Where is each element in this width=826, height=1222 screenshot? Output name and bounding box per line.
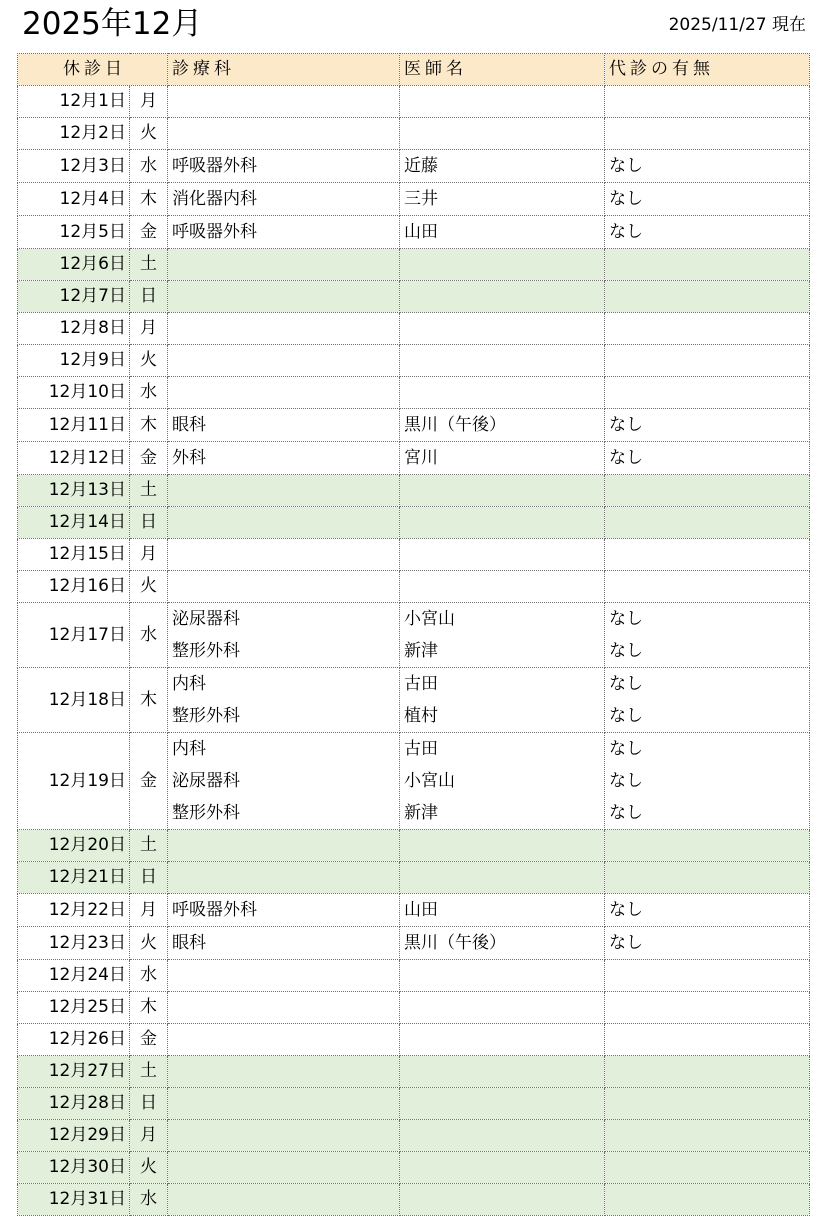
weekday-cell: 金 xyxy=(130,733,168,830)
substitute-cell xyxy=(605,1056,810,1088)
weekday-cell: 月 xyxy=(130,539,168,571)
substitute-line: なし xyxy=(609,771,643,791)
date-cell: 12月21日 xyxy=(18,862,130,894)
date-cell: 12月30日 xyxy=(18,1152,130,1184)
department-line: 整形外科 xyxy=(172,641,240,661)
weekday-cell: 土 xyxy=(130,249,168,281)
weekday-cell: 水 xyxy=(130,377,168,409)
date-cell: 12月15日 xyxy=(18,539,130,571)
table-row xyxy=(18,409,810,442)
doctor-line: 黒川（午後） xyxy=(404,933,506,953)
date-cell: 12月22日 xyxy=(18,894,130,927)
date-cell: 12月11日 xyxy=(18,409,130,442)
date-cell: 12月4日 xyxy=(18,183,130,216)
department-cell xyxy=(168,1088,400,1120)
doctor-cell xyxy=(400,475,605,507)
header-substitute: 代診の有無 xyxy=(605,54,810,86)
substitute-cell xyxy=(605,894,810,927)
weekday-cell: 土 xyxy=(130,475,168,507)
doctor-line: 植村 xyxy=(404,706,438,726)
doctor-line: 三井 xyxy=(404,189,438,209)
doctor-cell xyxy=(400,992,605,1024)
date-cell: 12月16日 xyxy=(18,571,130,603)
doctor-cell xyxy=(400,86,605,118)
substitute-cell xyxy=(605,539,810,571)
table-row xyxy=(18,862,810,894)
weekday-cell: 木 xyxy=(130,409,168,442)
doctor-cell xyxy=(400,668,605,733)
table-row xyxy=(18,1152,810,1184)
department-cell xyxy=(168,571,400,603)
weekday-cell: 日 xyxy=(130,862,168,894)
substitute-line: なし xyxy=(609,415,643,435)
department-cell xyxy=(168,992,400,1024)
doctor-cell xyxy=(400,1088,605,1120)
table-row xyxy=(18,345,810,377)
substitute-line: なし xyxy=(609,900,643,920)
doctor-cell xyxy=(400,183,605,216)
doctor-cell xyxy=(400,603,605,668)
doctor-cell xyxy=(400,1184,605,1216)
department-line: 呼吸器外科 xyxy=(172,156,257,176)
department-line: 呼吸器外科 xyxy=(172,222,257,242)
table-row xyxy=(18,86,810,118)
department-cell xyxy=(168,86,400,118)
table-row xyxy=(18,1120,810,1152)
date-cell: 12月8日 xyxy=(18,313,130,345)
substitute-line: なし xyxy=(609,189,643,209)
weekday-cell: 木 xyxy=(130,992,168,1024)
table-row xyxy=(18,377,810,409)
header-closed-date: 休診日 xyxy=(18,54,168,86)
doctor-cell xyxy=(400,894,605,927)
weekday-cell: 日 xyxy=(130,281,168,313)
doctor-cell xyxy=(400,862,605,894)
substitute-cell xyxy=(605,313,810,345)
table-row xyxy=(18,927,810,960)
department-cell xyxy=(168,475,400,507)
table-row xyxy=(18,507,810,539)
substitute-cell xyxy=(605,830,810,862)
weekday-cell: 木 xyxy=(130,668,168,733)
substitute-line: なし xyxy=(609,609,643,629)
department-cell xyxy=(168,927,400,960)
department-cell xyxy=(168,1120,400,1152)
weekday-cell: 木 xyxy=(130,183,168,216)
doctor-line: 小宮山 xyxy=(404,609,455,629)
date-cell: 12月25日 xyxy=(18,992,130,1024)
doctor-line: 新津 xyxy=(404,641,438,661)
as-of-date: 2025/11/27 現在 xyxy=(668,15,806,35)
date-cell: 12月18日 xyxy=(18,668,130,733)
date-cell: 12月7日 xyxy=(18,281,130,313)
department-cell xyxy=(168,442,400,475)
date-cell: 12月1日 xyxy=(18,86,130,118)
department-line: 泌尿器科 xyxy=(172,771,240,791)
department-cell xyxy=(168,1056,400,1088)
date-cell: 12月23日 xyxy=(18,927,130,960)
date-cell: 12月3日 xyxy=(18,150,130,183)
doctor-cell xyxy=(400,1120,605,1152)
department-line: 泌尿器科 xyxy=(172,609,240,629)
weekday-cell: 火 xyxy=(130,118,168,150)
doctor-line: 古田 xyxy=(404,674,438,694)
page-title: 2025年12月 xyxy=(22,6,203,42)
doctor-cell xyxy=(400,377,605,409)
department-cell xyxy=(168,345,400,377)
doctor-cell xyxy=(400,539,605,571)
table-row xyxy=(18,183,810,216)
doctor-line: 新津 xyxy=(404,803,438,823)
department-cell xyxy=(168,668,400,733)
department-cell xyxy=(168,894,400,927)
weekday-cell: 火 xyxy=(130,1152,168,1184)
weekday-cell: 火 xyxy=(130,927,168,960)
department-cell xyxy=(168,377,400,409)
department-cell xyxy=(168,150,400,183)
substitute-cell xyxy=(605,603,810,668)
table-row xyxy=(18,150,810,183)
substitute-cell xyxy=(605,249,810,281)
substitute-line: なし xyxy=(609,933,643,953)
table-row xyxy=(18,249,810,281)
date-cell: 12月31日 xyxy=(18,1184,130,1216)
department-cell xyxy=(168,1184,400,1216)
doctor-line: 山田 xyxy=(404,222,438,242)
department-line: 外科 xyxy=(172,448,206,468)
weekday-cell: 水 xyxy=(130,603,168,668)
doctor-cell xyxy=(400,281,605,313)
department-line: 眼科 xyxy=(172,933,206,953)
doctor-cell xyxy=(400,118,605,150)
department-cell xyxy=(168,183,400,216)
date-cell: 12月19日 xyxy=(18,733,130,830)
substitute-cell xyxy=(605,927,810,960)
table-row xyxy=(18,830,810,862)
doctor-line: 宮川 xyxy=(404,448,438,468)
substitute-cell xyxy=(605,862,810,894)
department-cell xyxy=(168,539,400,571)
table-row xyxy=(18,571,810,603)
substitute-cell xyxy=(605,1088,810,1120)
weekday-cell: 水 xyxy=(130,150,168,183)
substitute-cell xyxy=(605,1120,810,1152)
table-row xyxy=(18,118,810,150)
table-row xyxy=(18,603,810,668)
doctor-cell xyxy=(400,216,605,249)
weekday-cell: 土 xyxy=(130,1056,168,1088)
doctor-cell xyxy=(400,249,605,281)
department-cell xyxy=(168,249,400,281)
weekday-cell: 金 xyxy=(130,442,168,475)
doctor-cell xyxy=(400,960,605,992)
date-cell: 12月29日 xyxy=(18,1120,130,1152)
doctor-cell xyxy=(400,1056,605,1088)
doctor-cell xyxy=(400,442,605,475)
substitute-line: なし xyxy=(609,803,643,823)
department-cell xyxy=(168,1024,400,1056)
header-row xyxy=(18,54,810,86)
substitute-cell xyxy=(605,118,810,150)
substitute-line: なし xyxy=(609,706,643,726)
table-row xyxy=(18,1184,810,1216)
substitute-line: なし xyxy=(609,448,643,468)
date-cell: 12月14日 xyxy=(18,507,130,539)
doctor-cell xyxy=(400,345,605,377)
table-row xyxy=(18,894,810,927)
substitute-line: なし xyxy=(609,156,643,176)
doctor-line: 古田 xyxy=(404,739,438,759)
substitute-cell xyxy=(605,409,810,442)
weekday-cell: 水 xyxy=(130,960,168,992)
date-cell: 12月9日 xyxy=(18,345,130,377)
department-cell xyxy=(168,830,400,862)
substitute-cell xyxy=(605,1024,810,1056)
substitute-line: なし xyxy=(609,222,643,242)
substitute-cell xyxy=(605,150,810,183)
substitute-cell xyxy=(605,86,810,118)
table-row xyxy=(18,475,810,507)
doctor-cell xyxy=(400,733,605,830)
weekday-cell: 日 xyxy=(130,507,168,539)
date-cell: 12月17日 xyxy=(18,603,130,668)
department-cell xyxy=(168,960,400,992)
table-row xyxy=(18,539,810,571)
weekday-cell: 月 xyxy=(130,1120,168,1152)
table-row xyxy=(18,216,810,249)
weekday-cell: 月 xyxy=(130,313,168,345)
table-row xyxy=(18,281,810,313)
substitute-cell xyxy=(605,1184,810,1216)
table-row xyxy=(18,1088,810,1120)
date-cell: 12月24日 xyxy=(18,960,130,992)
closure-schedule-table xyxy=(17,53,810,1216)
doctor-cell xyxy=(400,507,605,539)
department-line: 内科 xyxy=(172,674,206,694)
department-cell xyxy=(168,507,400,539)
substitute-cell xyxy=(605,345,810,377)
doctor-line: 黒川（午後） xyxy=(404,415,506,435)
table-row xyxy=(18,313,810,345)
department-line: 整形外科 xyxy=(172,706,240,726)
substitute-cell xyxy=(605,1152,810,1184)
department-cell xyxy=(168,409,400,442)
substitute-cell xyxy=(605,216,810,249)
substitute-cell xyxy=(605,992,810,1024)
table-row xyxy=(18,668,810,733)
date-cell: 12月6日 xyxy=(18,249,130,281)
substitute-cell xyxy=(605,668,810,733)
date-cell: 12月2日 xyxy=(18,118,130,150)
substitute-line: なし xyxy=(609,641,643,661)
substitute-line: なし xyxy=(609,739,643,759)
department-cell xyxy=(168,733,400,830)
department-cell xyxy=(168,603,400,668)
weekday-cell: 月 xyxy=(130,894,168,927)
substitute-line: なし xyxy=(609,674,643,694)
weekday-cell: 金 xyxy=(130,216,168,249)
doctor-cell xyxy=(400,409,605,442)
doctor-cell xyxy=(400,150,605,183)
department-line: 内科 xyxy=(172,739,206,759)
substitute-cell xyxy=(605,475,810,507)
date-cell: 12月10日 xyxy=(18,377,130,409)
department-cell xyxy=(168,281,400,313)
weekday-cell: 金 xyxy=(130,1024,168,1056)
weekday-cell: 火 xyxy=(130,345,168,377)
department-line: 呼吸器外科 xyxy=(172,900,257,920)
doctor-line: 近藤 xyxy=(404,156,438,176)
table-row xyxy=(18,992,810,1024)
header-department: 診療科 xyxy=(168,54,400,86)
weekday-cell: 土 xyxy=(130,830,168,862)
substitute-cell xyxy=(605,377,810,409)
doctor-line: 山田 xyxy=(404,900,438,920)
doctor-cell xyxy=(400,1024,605,1056)
date-cell: 12月26日 xyxy=(18,1024,130,1056)
date-cell: 12月28日 xyxy=(18,1088,130,1120)
substitute-cell xyxy=(605,733,810,830)
doctor-cell xyxy=(400,571,605,603)
department-cell xyxy=(168,216,400,249)
doctor-line: 小宮山 xyxy=(404,771,455,791)
table-row xyxy=(18,960,810,992)
date-cell: 12月5日 xyxy=(18,216,130,249)
header-doctor: 医師名 xyxy=(400,54,605,86)
department-line: 整形外科 xyxy=(172,803,240,823)
table-row xyxy=(18,1024,810,1056)
department-cell xyxy=(168,313,400,345)
date-cell: 12月20日 xyxy=(18,830,130,862)
substitute-cell xyxy=(605,571,810,603)
department-cell xyxy=(168,1152,400,1184)
doctor-cell xyxy=(400,830,605,862)
substitute-cell xyxy=(605,183,810,216)
doctor-cell xyxy=(400,313,605,345)
substitute-cell xyxy=(605,281,810,313)
weekday-cell: 月 xyxy=(130,86,168,118)
doctor-cell xyxy=(400,1152,605,1184)
substitute-cell xyxy=(605,442,810,475)
date-cell: 12月27日 xyxy=(18,1056,130,1088)
weekday-cell: 日 xyxy=(130,1088,168,1120)
department-line: 眼科 xyxy=(172,415,206,435)
table-row xyxy=(18,1056,810,1088)
table-row xyxy=(18,442,810,475)
doctor-cell xyxy=(400,927,605,960)
department-cell xyxy=(168,862,400,894)
substitute-cell xyxy=(605,960,810,992)
weekday-cell: 火 xyxy=(130,571,168,603)
department-line: 消化器内科 xyxy=(172,189,257,209)
department-cell xyxy=(168,118,400,150)
table-row xyxy=(18,733,810,830)
weekday-cell: 水 xyxy=(130,1184,168,1216)
substitute-cell xyxy=(605,507,810,539)
date-cell: 12月13日 xyxy=(18,475,130,507)
date-cell: 12月12日 xyxy=(18,442,130,475)
